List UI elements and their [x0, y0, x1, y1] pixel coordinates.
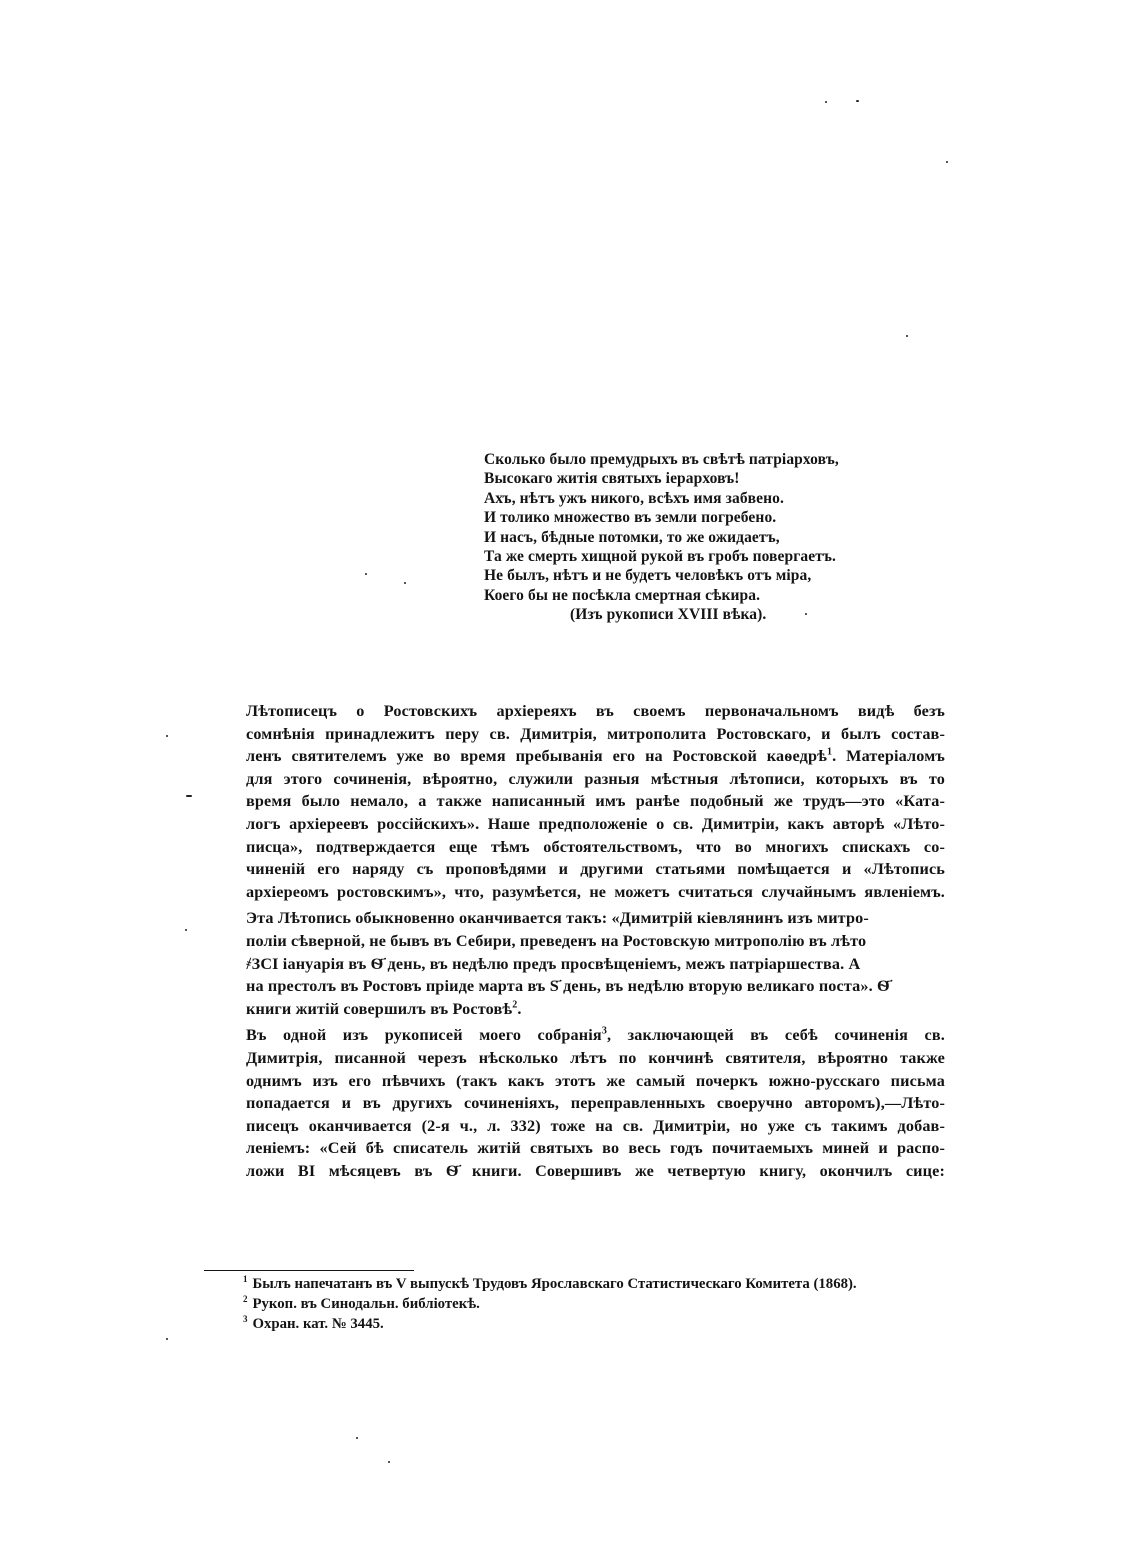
epigraph-line: Та же смерть хищной рукой въ гробъ повергаетъ. [484, 548, 837, 566]
text-segment: . Матеріаломъ [832, 747, 945, 766]
footnote-mark: 3 [243, 1314, 248, 1325]
text-line: попадается и въ другихъ сочиненіяхъ, переправленныхъ своеручно авторомъ),—Лѣто- [246, 1094, 945, 1113]
scan-speck [856, 100, 859, 102]
text-line: архіереомъ ростовскимъ», что, разумѣется, не можетъ считаться случайнымъ явленіемъ. [246, 882, 945, 901]
text-line: ложи ВІ мѣсяцевъ въ Ѳ҃ книги. Совершивъ же четвертую книгу, окончилъ сице: [246, 1161, 945, 1180]
scan-speck [365, 573, 367, 575]
epigraph-line: Высокаго житія святыхъ іерарховъ! [484, 470, 740, 488]
text-line: однимъ изъ его пѣвчихъ (такъ какъ этотъ же самый почеркъ южно-русскаго письма [246, 1071, 945, 1090]
scan-speck [825, 101, 827, 103]
epigraph-line: Ахъ, нѣтъ ужъ никого, всѣхъ имя забвено. [484, 489, 784, 507]
footnote-ref: 1 [827, 746, 833, 758]
footnote-divider [204, 1270, 414, 1271]
footnote-ref: 2 [512, 999, 518, 1011]
scan-speck [388, 1461, 390, 1463]
scan-speck [946, 161, 948, 163]
text-line: писца», подтверждается еще тѣмъ обстоятельствомъ, что во многихъ спискахъ со- [246, 837, 945, 856]
text-line [204, 1024, 945, 1047]
epigraph-line: И насъ, бѣдные потомки, то же ожидаетъ, [484, 528, 780, 546]
text-line: Димитрія, писанной черезъ нѣсколько лѣтъ по кончинѣ святителя, вѣроятно также [246, 1048, 945, 1067]
epigraph-source: (Изъ рукописи XVIII вѣка). [570, 606, 767, 624]
text-line [204, 998, 945, 1021]
text-line: время было немало, а также написанный имъ ранѣе подобный же трудъ—это «Ката- [246, 792, 945, 811]
epigraph-line: Коего бы не посѣкла смертная сѣкира. [484, 586, 761, 604]
scan-speck [166, 1338, 168, 1340]
footnote-text: Былъ напечатанъ въ V выпускѣ Трудовъ Ярославскаго Статистическаго Комитета (1868). [252, 1276, 857, 1292]
text-line: чиненій его наряду съ проповѣдями и другими статьями помѣщается и «Лѣтопись [246, 860, 945, 879]
text-line: писецъ оканчивается (2-я ч., л. 332) тоже на св. Димитріи, но уже съ такимъ добав- [246, 1116, 945, 1135]
scan-speck [404, 582, 406, 584]
scan-speck [356, 1437, 358, 1439]
scan-speck [185, 929, 187, 931]
paragraph-1 [204, 700, 945, 903]
text-segment: книги житій совершилъ въ Ростовѣ [246, 999, 513, 1018]
text-line: ҂ЗСІ іануарія въ Ѳ҃ день, въ недѣлю предъ просвѣщеніемъ, межъ патріаршества. А [246, 954, 861, 973]
scan-speck [906, 335, 908, 337]
scan-speck [166, 735, 168, 737]
epigraph-line: Сколько было премудрыхъ въ свѣтѣ патріарховъ, [484, 451, 839, 468]
epigraph-line: И толико множество въ земли погребено. [484, 509, 777, 527]
text-line [204, 745, 945, 768]
text-line: на престолъ въ Ростовъ пріиде марта въ Ѕ҃ день, въ недѣлю вторую великаго поста». Ѳ҃ [246, 977, 890, 996]
footnotes [243, 1274, 953, 1334]
text-segment: , заключающей въ себѣ сочиненія св. [606, 1026, 945, 1045]
scan-speck [805, 613, 807, 615]
text-segment: ленъ святителемъ уже во время пребыванія его на Ростовской каѳедрѣ [246, 747, 827, 766]
footnote-mark: 1 [243, 1274, 248, 1285]
text-line: Лѣтописецъ о Ростовскихъ архіереяхъ въ своемъ первоначальномъ видѣ безъ [246, 702, 945, 720]
text-line: логъ архіереевъ россійскихъ». Наше предположеніе о св. Димитріи, какъ авторѣ «Лѣто- [246, 814, 945, 833]
text-line: сомнѣнія принадлежитъ перу св. Димитрія, митрополита Ростовскаго, и былъ состав- [246, 724, 945, 743]
footnote [243, 1274, 953, 1294]
text-line: Эта Лѣтопись обыкновенно оканчивается такъ: «Димитрій кіевлянинъ изъ митро- [246, 909, 869, 928]
footnote [243, 1294, 953, 1314]
text-segment: Въ одной изъ рукописей моего собранія [246, 1026, 602, 1045]
scan-speck [186, 795, 192, 797]
text-segment: . [517, 999, 522, 1018]
paragraph-2 [204, 907, 945, 1020]
epigraph-line: Не былъ, нѣтъ и не будетъ человѣкъ отъ міра, [484, 567, 812, 585]
epigraph [484, 450, 904, 625]
text-line: для этого сочиненія, вѣроятно, служили разныя мѣстныя лѣтописи, которыхъ въ то [246, 769, 945, 788]
text-line: поліи сѣверной, не бывъ въ Себири, преведенъ на Ростовскую митрополію въ лѣто [246, 931, 867, 950]
footnote-mark: 2 [243, 1294, 248, 1305]
footnote-text: Охран. кат. № 3445. [252, 1316, 384, 1332]
body-text [204, 700, 945, 1182]
footnote-text: Рукоп. въ Синодальн. библіотекѣ. [252, 1296, 480, 1312]
footnote [243, 1314, 953, 1334]
paragraph-3 [204, 1024, 945, 1182]
footnote-ref: 3 [601, 1025, 607, 1037]
text-line: леніемъ: «Сей бѣ списатель житій святыхъ во весь годъ почитаемыхъ миней и распо- [246, 1139, 945, 1158]
